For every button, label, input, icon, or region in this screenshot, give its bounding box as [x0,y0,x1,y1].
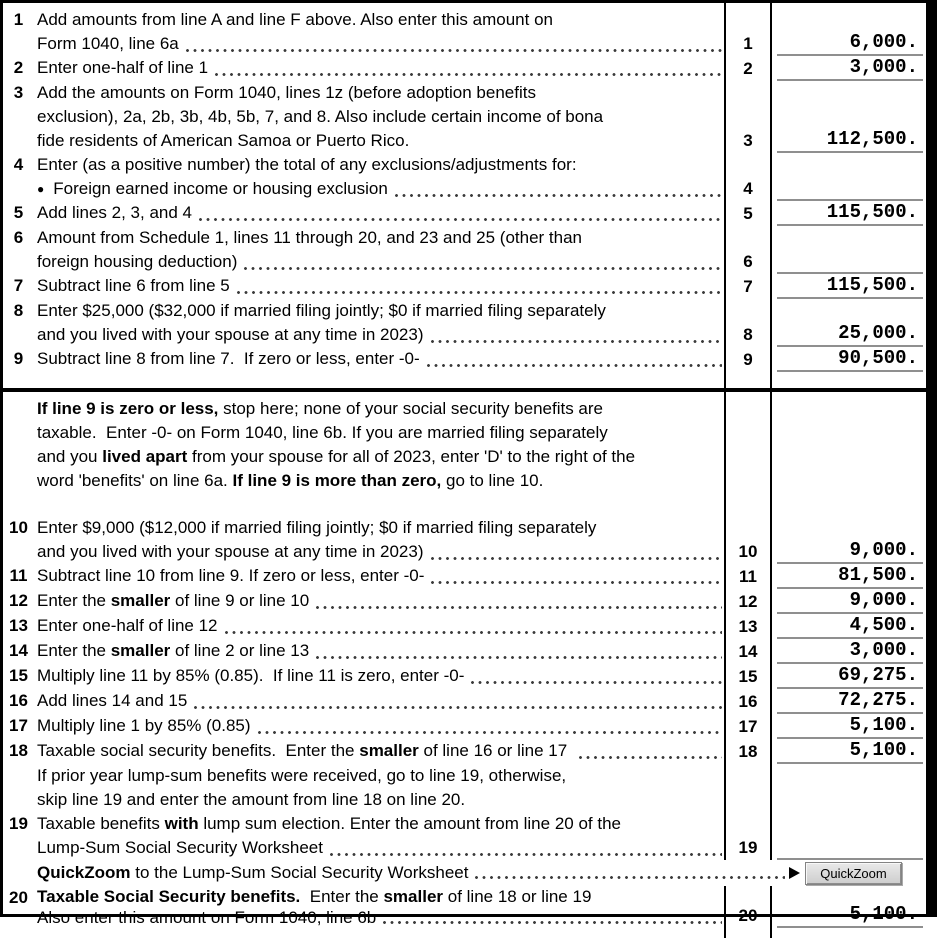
line-3-row [3,81,926,153]
quickzoom-label [37,863,468,883]
line-8-value[interactable]: 25,000. [777,322,923,347]
description-cell [3,56,724,81]
text-segment: Subtract line 10 from line 9. If zero or less, enter -0- [37,566,425,585]
dot-leader [316,656,722,659]
text-line [37,421,724,445]
text-line [37,323,724,347]
text-line [37,347,724,371]
text-segment: Subtract line 8 from line 7. If zero or less, enter -0- [37,349,420,368]
line-9-value[interactable]: 90,500. [777,347,923,372]
line-16-number: 16 [9,691,28,710]
description-cell [3,928,724,938]
description-cell [3,153,724,201]
entry-number-cell [724,372,772,388]
line-2-value[interactable]: 3,000. [777,56,923,81]
entry-number-cell [724,392,772,496]
emphasized-text: QuickZoom [37,863,131,882]
line-20-entry-number: 20 [724,886,772,928]
text-line [37,32,724,56]
text-line [37,274,724,298]
line-3-number: 3 [13,83,24,102]
line-3-entry-number: 3 [724,81,772,153]
dot-leader [186,49,722,52]
value-cell [772,299,926,347]
text-line [37,81,724,105]
text-line [37,788,724,812]
text-line [37,639,724,663]
text-line [37,469,724,493]
value-cell [772,516,926,564]
line-6-entry-number: 6 [724,226,772,274]
text-segment: of line 2 or line 13 [170,641,310,660]
grid-spacer-row [3,928,926,938]
dot-leader [225,631,722,634]
text-line [37,614,724,638]
emphasized-text: smaller [359,741,419,760]
dot-leader [471,681,722,684]
line-1-row [3,8,926,56]
text-line [37,8,724,32]
text-segment: Amount from Schedule 1, lines 11 through 20, and 23 and 25 (other than [37,228,582,247]
text-segment: Enter the [37,591,111,610]
line-17-number: 17 [9,716,28,735]
line-16-entry-number: 16 [724,689,772,714]
value-cell [772,764,926,812]
text-line [37,516,724,540]
text-segment: exclusion), 2a, 2b, 3b, 4b, 5b, 7, and 8. Also include certain income of bona [37,107,604,126]
line-5-value[interactable]: 115,500. [777,201,923,226]
description-cell [3,274,724,299]
value-cell [772,639,926,664]
text-segment: Enter (as a positive number) the total of any exclusions/adjustments for: [37,155,577,174]
right-arrow-icon [789,867,800,879]
dot-leader [579,756,722,759]
value-cell [772,714,926,739]
description-cell [3,886,724,928]
dot-leader [258,731,722,734]
line-12-entry-number: 12 [724,589,772,614]
line-7-value[interactable]: 115,500. [777,274,923,299]
dot-leader [475,876,785,879]
dot-leader [427,364,722,367]
text-segment: go to line 10. [441,471,544,490]
line-2-entry-number: 2 [724,56,772,81]
text-line [37,739,724,763]
text-segment: word 'benefits' on line 6a. [37,471,233,490]
text-segment: Enter one-half of line 12 [37,616,218,635]
line-19-entry-number: 19 [724,812,772,860]
line-11-row [3,564,926,589]
line-6-number: 6 [13,228,24,247]
line-15-entry-number: 15 [724,664,772,689]
line-14-value[interactable]: 3,000. [777,639,923,664]
line-10-number: 10 [9,518,28,537]
quickzoom-row [3,860,926,886]
dot-leader [431,557,722,560]
line-9-row [3,347,926,372]
text-segment: fide residents of American Samoa or Puerto Rico. [37,131,410,150]
description-cell [3,589,724,614]
value-cell [772,56,926,81]
text-segment: Multiply line 11 by 85% (0.85). If line 11 is zero, enter -0- [37,666,465,685]
description-cell [3,639,724,664]
line-11-entry-number: 11 [724,564,772,589]
line-13-number: 13 [9,616,28,635]
description-cell [3,392,724,496]
text-line [37,886,724,907]
line-10-value[interactable]: 9,000. [777,539,923,564]
text-segment: Add lines 14 and 15 [37,691,188,710]
line-7-entry-number: 7 [724,274,772,299]
line-4-number: 4 [13,155,24,174]
text-segment: and you lived with your spouse at any time in 2023) [37,542,424,561]
line-10-row [3,516,926,564]
description-cell [3,372,724,388]
line-4-value[interactable] [777,176,923,201]
line-18-row [3,739,926,764]
description-cell [3,299,724,347]
instruction-paragraph-row [3,392,926,496]
value-cell [772,153,926,201]
line-14-entry-number: 14 [724,639,772,664]
text-segment: Enter the [300,887,384,906]
description-cell [3,564,724,589]
line-5-row [3,201,926,226]
bullet-icon: ● [37,182,45,196]
value-cell [772,739,926,764]
line-17-value[interactable]: 5,100. [777,714,923,739]
dot-leader [215,73,722,76]
dot-leader [199,218,722,221]
text-line [37,397,724,421]
text-line [37,907,724,928]
dot-leader [237,291,722,294]
line-2-number: 2 [13,58,24,77]
line-19-value[interactable] [777,835,923,860]
line-6-row [3,226,926,274]
line-20-value[interactable]: 5,100. [777,903,923,928]
line-4-entry-number: 4 [724,153,772,201]
description-cell [3,689,724,714]
text-line [37,589,724,613]
line-18-entry-number: 18 [724,739,772,764]
line-15-value[interactable]: 69,275. [777,664,923,689]
description-cell [3,614,724,639]
text-line [37,812,724,836]
emphasized-text: smaller [110,641,171,660]
line-20-row [3,886,926,928]
text-segment: and you lived with your spouse at any time in 2023) [37,325,424,344]
text-line [37,714,724,738]
text-segment: Taxable social security benefits. Enter the [37,741,360,760]
text-segment: Foreign earned income or housing exclusion [53,179,388,198]
text-line [37,689,724,713]
line-8-row [3,299,926,347]
description-cell [3,201,724,226]
text-segment: Enter $9,000 ($12,000 if married filing jointly; $0 if married filing separately [37,518,597,537]
line-17-row [3,714,926,739]
description-cell [3,714,724,739]
line-9-number: 9 [13,349,24,368]
line-11-value[interactable]: 81,500. [777,564,923,589]
text-line [37,153,724,177]
value-cell [772,564,926,589]
line-11-number: 11 [9,566,28,585]
description-cell [3,81,724,153]
line-1-number: 1 [13,10,24,29]
entry-number-cell [724,764,772,812]
text-segment: Taxable benefits [37,814,165,833]
text-line [37,56,724,80]
value-cell [772,8,926,56]
text-segment: Also enter this amount on Form 1040, line 6b [37,908,377,927]
line-1-value[interactable]: 6,000. [777,31,923,56]
dot-leader [395,194,722,197]
description-cell [3,664,724,689]
value-cell [772,372,926,388]
emphasized-text: smaller [110,591,171,610]
line-12-number: 12 [9,591,28,610]
description-cell [3,8,724,56]
text-line [37,177,724,201]
line-7-number: 7 [13,276,24,295]
emphasized-text: If line 9 is zero or less, [37,399,219,418]
line-19-row [3,812,926,860]
value-cell [772,392,926,496]
value-cell [772,589,926,614]
dot-leader [316,606,722,609]
line-9-entry-number: 9 [724,347,772,372]
text-segment: taxable. Enter -0- on Form 1040, line 6b. If you are married filing separately [37,423,608,442]
dot-leader [194,706,722,709]
description-cell [3,764,724,812]
text-segment: Add amounts from line A and line F above. Also enter this amount on [37,10,553,29]
description-cell [3,347,724,372]
value-cell [772,886,926,928]
text-line [37,129,724,153]
text-segment: lump sum election. Enter the amount from line 20 of the [198,814,621,833]
text-line [37,299,724,323]
line-13-value[interactable]: 4,500. [777,614,923,639]
line-14-number: 14 [9,641,28,660]
value-cell [772,347,926,372]
text-segment: Enter the [37,641,111,660]
text-line [37,540,724,564]
text-segment: Multiply line 1 by 85% (0.85) [37,716,251,735]
line-18-value[interactable]: 5,100. [777,739,923,764]
text-segment: Form 1040, line 6a [37,34,179,53]
line-5-entry-number: 5 [724,201,772,226]
line-4-row [3,153,926,201]
text-segment: and you [37,447,103,466]
emphasized-text: If line 9 is more than zero, [232,471,442,490]
value-cell [772,226,926,274]
line-6-value[interactable] [777,249,923,274]
text-segment: Lump-Sum Social Security Worksheet [37,838,323,857]
emphasized-text: Taxable Social Security benefits. [37,887,301,906]
text-line [37,250,724,274]
line-16-value[interactable]: 72,275. [777,689,923,714]
text-segment: of line 16 or line 17 [418,741,572,760]
description-cell [3,739,724,764]
line-15-row [3,664,926,689]
text-segment: If prior year lump-sum benefits were received, go to line 19, otherwise, [37,766,567,785]
text-segment: of line 9 or line 10 [170,591,310,610]
value-cell [772,812,926,860]
line-13-entry-number: 13 [724,614,772,639]
description-cell [3,496,724,516]
text-line [37,764,724,788]
text-segment: from your spouse for all of 2023, enter 'D' to the right of the [187,447,636,466]
text-line [37,445,724,469]
line-19-number: 19 [9,814,28,833]
description-cell [3,516,724,564]
line-12-value[interactable]: 9,000. [777,589,923,614]
line-15-number: 15 [9,666,28,685]
dot-leader [330,853,722,856]
line-continuation-row [3,764,926,812]
grid-spacer-row [3,496,926,516]
emphasized-text: lived apart [102,447,188,466]
line-2-row [3,56,926,81]
value-cell [772,689,926,714]
description-cell [3,812,724,860]
text-line [37,226,724,250]
description-cell [3,226,724,274]
line-17-entry-number: 17 [724,714,772,739]
text-segment: stop here; none of your social security benefits are [218,399,604,418]
text-line [37,836,724,860]
text-segment: Enter $25,000 ($32,000 if married filing jointly; $0 if married filing separately [37,301,606,320]
line-14-row [3,639,926,664]
dot-leader [244,267,722,270]
quickzoom-button[interactable]: QuickZoom [805,862,902,885]
text-segment: to the Lump-Sum Social Security Worksheet [130,863,469,882]
value-cell [772,928,926,938]
dot-leader [431,340,722,343]
dot-leader [431,581,722,584]
line-12-row [3,589,926,614]
value-cell [772,664,926,689]
text-segment: of line 18 or line 19 [443,887,592,906]
text-segment: foreign housing deduction) [37,252,238,271]
text-line [37,664,724,688]
line-16-row [3,689,926,714]
line-8-number: 8 [13,301,24,320]
line-8-entry-number: 8 [724,299,772,347]
value-cell [772,201,926,226]
entry-number-cell [724,928,772,938]
text-segment: skip line 19 and enter the amount from line 18 on line 20. [37,790,466,809]
text-segment: Add the amounts on Form 1040, lines 1z (before adoption benefits [37,83,536,102]
value-cell [772,81,926,153]
emphasized-text: with [164,814,199,833]
text-line [37,564,724,588]
text-segment: Add lines 2, 3, and 4 [37,203,193,222]
grid-spacer-row [3,372,926,388]
line-20-number: 20 [9,888,28,907]
value-cell [772,496,926,516]
entry-number-cell [724,496,772,516]
line-18-number: 18 [9,741,28,760]
line-10-entry-number: 10 [724,516,772,564]
line-1-entry-number: 1 [724,8,772,56]
text-segment: Subtract line 6 from line 5 [37,276,230,295]
text-line [37,105,724,129]
value-cell [772,274,926,299]
text-line [37,201,724,225]
text-segment: Enter one-half of line 1 [37,58,209,77]
value-cell [772,614,926,639]
line-3-value[interactable]: 112,500. [777,128,923,153]
emphasized-text: smaller [383,887,444,906]
line-5-number: 5 [13,203,24,222]
line-13-row [3,614,926,639]
line-7-row [3,274,926,299]
dot-leader [383,921,722,924]
